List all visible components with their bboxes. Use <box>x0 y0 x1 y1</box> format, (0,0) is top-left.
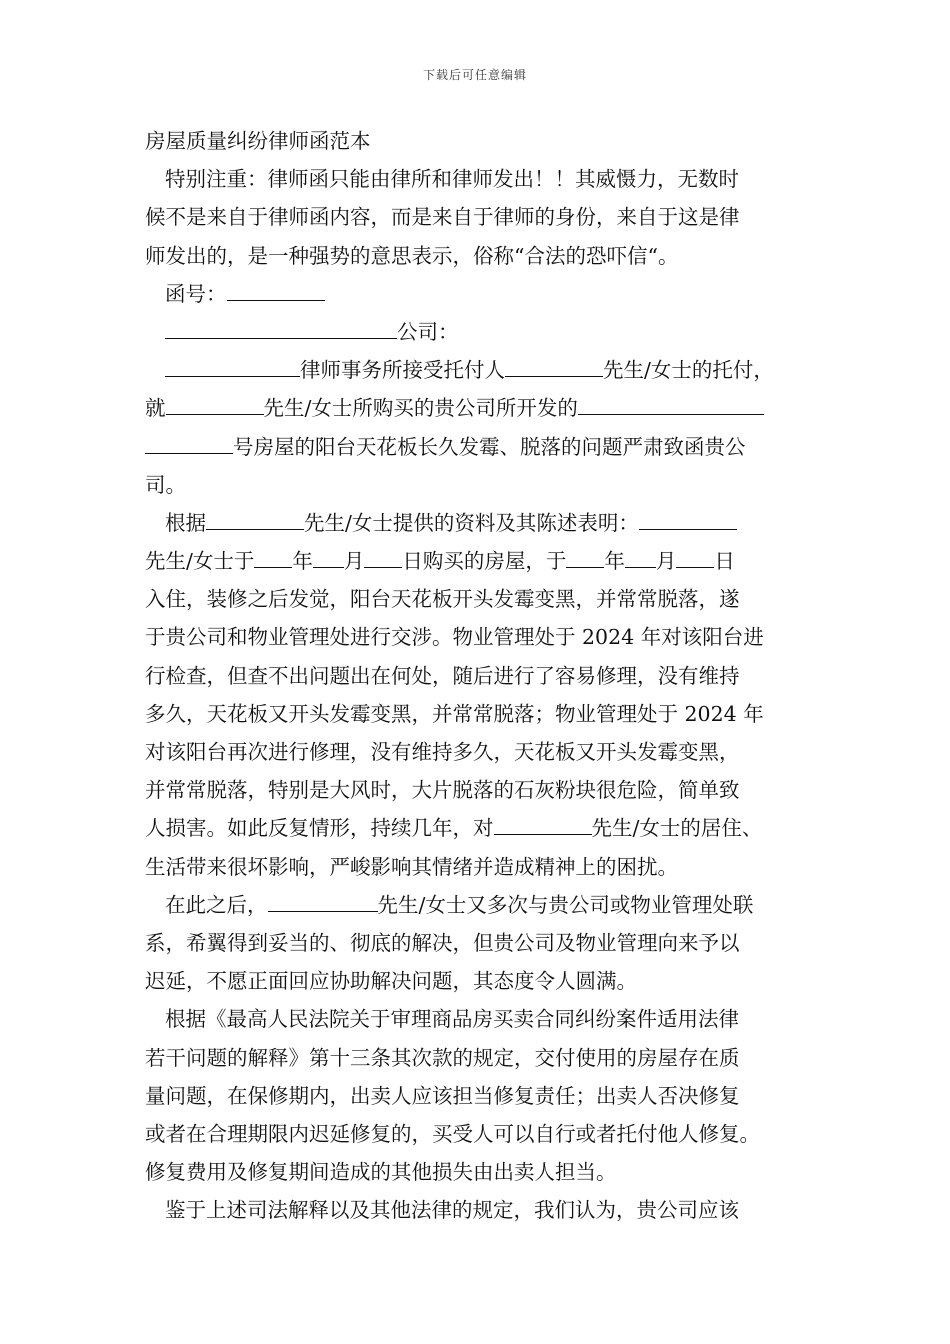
p4-line-1: 根据《最高人民法院关于审理商品房买卖合同纠纷案件适用法律 <box>165 1007 739 1032</box>
purchase-month-blank <box>313 546 344 568</box>
p4-line-5: 修复费用及修复期间造成的其他损失由出卖人担当。 <box>145 1160 617 1185</box>
p4-line-3: 量问题，在保修期内，出卖人应该担当修复责任；出卖人否决修复 <box>145 1083 740 1108</box>
p1-text: 号房屋的阳台天花板长久发霉、脱落的问题严肃致函贵公 <box>233 434 746 459</box>
p1-line-3 <box>145 428 810 466</box>
p2-line-6: 多久，天花板又开头发霉变黑，并常常脱落；物业管理处于 2024 年 <box>145 701 764 726</box>
p2-line-2 <box>145 542 810 580</box>
p3-text: 先生/女士又多次与贵公司或物业管理处联 <box>377 892 754 917</box>
notice-line-2: 候不是来自于律师函内容，而是来自于律师的身份，来自于这是律 <box>145 205 740 230</box>
p2-text: 先生/女士提供的资料及其陈述表明： <box>304 510 639 535</box>
p4-line-4: 或者在合理期限内迟延修复的，买受人可以自行或者托付他人修复。 <box>145 1121 760 1146</box>
p1-line-1 <box>145 351 810 389</box>
p2-line-10: 生活带来很坏影响，严峻影响其情绪并造成精神上的困扰。 <box>145 854 678 879</box>
project-name-blank <box>578 393 764 415</box>
p2-text: 日购买的房屋，于 <box>402 549 567 574</box>
p2-line-5: 行检查，但查不出问题出在何处，随后进行了容易修理，没有维持 <box>145 663 740 688</box>
client-name-blank <box>494 813 592 835</box>
page-header: 下载后可任意编辑 <box>422 68 527 82</box>
addressee-line <box>145 313 810 351</box>
client-name-blank <box>505 355 603 377</box>
p2-line-4: 于贵公司和物业管理处进行交涉。物业管理处于 2024 年对该阳台进 <box>145 625 764 650</box>
notice-line-3: 师发出的，是一种强势的意思表示，俗称“合法的恐吓信“。 <box>145 243 679 268</box>
p2-line-1 <box>145 504 810 542</box>
movein-month-blank <box>625 546 656 568</box>
p2-line-8: 并常常脱落，特别是大风时，大片脱落的石灰粉块很危险，简单致 <box>145 778 740 803</box>
p2-text: 先生/女士于 <box>145 549 255 574</box>
month-label: 月 <box>655 549 677 574</box>
movein-year-blank <box>566 546 604 568</box>
p1-text: 就 <box>145 396 166 421</box>
year-label: 年 <box>292 549 313 574</box>
p2-text: 人损害。如此反复情形，持续几年，对 <box>145 816 494 841</box>
company-name-blank <box>165 317 397 339</box>
p2-line-7: 对该阳台再次进行修理，没有维持多久，天花板又开头发霉变黑， <box>145 740 740 764</box>
p1-line-4: 司。 <box>145 472 186 497</box>
p3-line-3: 迟延，不愿正面回应协助解决问题，其态度令人圆满。 <box>145 969 637 994</box>
purchase-day-blank <box>364 546 402 568</box>
p4-line-2: 若干问题的解释》第十三条其次款的规定，交付使用的房屋存在质 <box>145 1045 740 1070</box>
p1-text: 先生/女士的托付， <box>603 358 774 383</box>
house-number-blank <box>145 432 233 454</box>
p3-line-1 <box>145 886 810 924</box>
client-name-blank <box>268 890 378 912</box>
document-body <box>145 122 810 1229</box>
p2-line-3: 入住，装修之后发觉，阳台天花板开头发霉变黑，并常常脱落，遂 <box>145 587 740 612</box>
movein-day-blank <box>676 546 714 568</box>
p1-text: 先生/女士所购买的贵公司所开发的 <box>263 396 578 421</box>
p3-text: 在此之后， <box>165 892 268 917</box>
law-firm-blank <box>165 355 300 377</box>
letter-number-blank <box>227 279 325 301</box>
p1-text: 律师事务所接受托付人 <box>300 358 505 383</box>
month-label: 月 <box>343 549 365 574</box>
p2-text: 根据 <box>165 510 206 535</box>
p3-line-2: 系，希翼得到妥当的、彻底的解决，但贵公司及物业管理向来予以 <box>145 930 740 955</box>
year-label: 年 <box>604 549 625 574</box>
p1-line-2 <box>145 389 810 427</box>
client-name-blank <box>639 508 737 530</box>
addressee-suffix: 公司： <box>397 319 459 344</box>
document-title: 房屋质量纠纷律师函范本 <box>145 129 371 153</box>
p2-text: 先生/女士的居住、 <box>591 816 763 841</box>
p2-text: 日 <box>714 549 735 574</box>
notice-line-1: 特别注重：律师函只能由律所和律师发出！！其威慑力，无数时 <box>165 167 739 192</box>
p2-line-9 <box>145 809 810 847</box>
purchase-year-blank <box>254 546 292 568</box>
letter-number-label: 函号： <box>165 281 227 306</box>
letter-number-line <box>145 275 810 313</box>
client-name-blank <box>206 508 304 530</box>
client-name-blank <box>166 393 264 415</box>
p5-line-1: 鉴于上述司法解释以及其他法律的规定，我们认为，贵公司应该 <box>165 1198 739 1223</box>
